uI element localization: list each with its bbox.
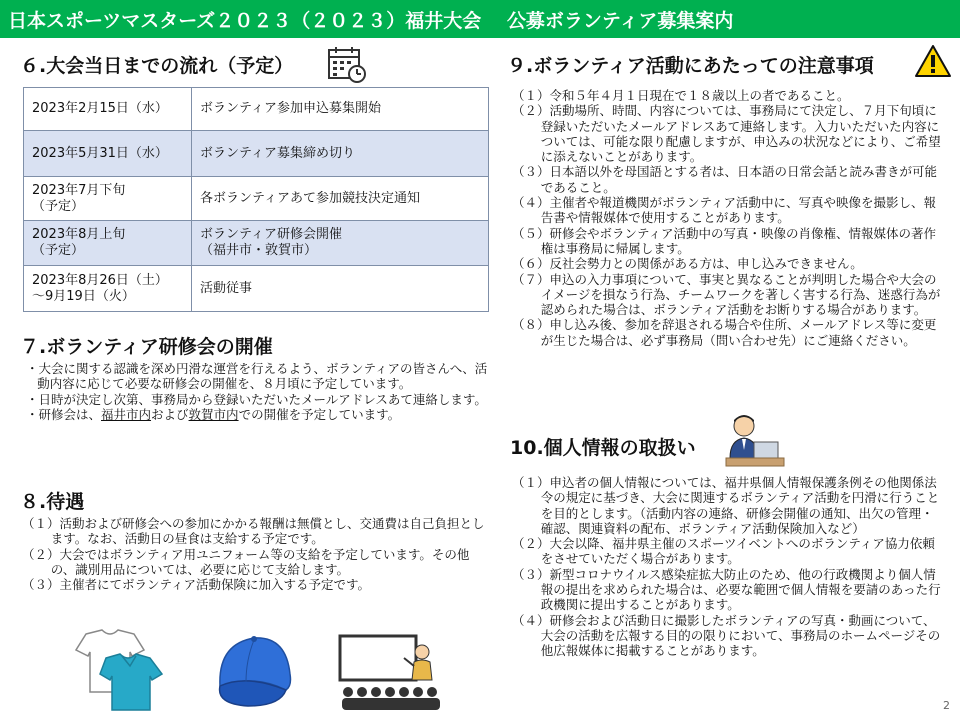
schedule-date: 2023年8月26日（土） ～9月19日（火） [24, 266, 192, 312]
schedule-event: ボランティア参加申込募集開始 [192, 88, 489, 131]
section10-title: 10.個人情報の取扱い [510, 437, 696, 459]
list-item: （８）申し込み後、参加を辞退される場合や住所、メールアドレス等に変更が生じた場合は、必ず事務局（問い合わせ先）にご連絡ください。 [512, 317, 937, 348]
section9-body [512, 88, 944, 348]
list-item: （３）主催者にてボランティア活動保険に加入する予定です。 [22, 577, 371, 593]
list-item: （４）研修会および活動日に撮影したボランティアの写真・動画について、大会の活動を広報する目的の限りにおいて、事務局のホームページその他広報媒体に掲載することがあります。 [512, 612, 941, 659]
section9-title: ９.ボランティア活動にあたっての注意事項 [507, 55, 874, 77]
person-at-laptop-icon [724, 412, 786, 468]
schedule-event: 活動従事 [192, 266, 489, 312]
calendar-clock-icon [326, 45, 368, 85]
schedule-date: 2023年5月31日（水） [24, 131, 192, 177]
page-title: 日本スポーツマスターズ２０２３（２０２３）福井大会 公募ボランティア募集案内 [8, 10, 734, 32]
cap-icon [206, 630, 304, 710]
list-item [26, 407, 488, 422]
section8-title: ８.待遇 [20, 491, 85, 513]
table-row [24, 131, 489, 177]
table-row [24, 177, 489, 221]
list-item-text: および [151, 406, 189, 422]
table-row [24, 88, 489, 131]
section7-body [26, 361, 488, 422]
list-item: ・日時が決定し次第、事務局から登録いただいたメールアドレスあて連絡します。 [26, 391, 487, 407]
header-bar [0, 0, 960, 38]
section8-body [22, 516, 490, 592]
schedule-date: 2023年2月15日（水） [24, 88, 192, 131]
list-item-text: での開催を予定しています。 [238, 406, 401, 422]
section7-title: ７.ボランティア研修会の開催 [20, 336, 273, 358]
list-item: （４）主催者や報道機関がボランティア活動中に、写真や映像を撮影し、報告書や情報媒体で使用することがあります。 [512, 195, 937, 226]
list-item: （１）活動および研修会への参加にかかる報酬は無償とし、交通費は自己負担とします。なお、活動日の昼食は支給する予定です。 [22, 516, 485, 547]
list-item: （３）日本語以外を母国語とする者は、日本語の日常会話と読み書きが可能であること。 [512, 164, 938, 195]
list-item: （１）令和５年４月１日現在で１８歳以上の者であること。 [512, 88, 850, 103]
venue-fukui: 福井市内 [101, 406, 152, 422]
schedule-date: 2023年8月上旬 （予定） [24, 221, 192, 266]
list-item: （５）研修会やボランティア活動中の写真・映像の肖像権、情報媒体の著作権は事務局に帰属します。 [512, 225, 937, 256]
schedule-event: ボランティア研修会開催 （福井市・敦賀市） [192, 221, 489, 266]
list-item: （２）大会ではボランティア用ユニフォーム等の支給を予定しています。その他の、識別用品については、必要に応じて支給します。 [22, 546, 470, 577]
venue-tsuruga: 敦賀市内 [188, 406, 239, 422]
list-item: （２）活動場所、時間、内容については、事務局にて決定し、７月下旬頃に登録いただいたメールアドレスあて連絡します。入力いただいた内容については、可能な限り配慮しますが、申込みの状況などにより、ご希望に添えないことがあります。 [512, 103, 941, 165]
page-number: 2 [943, 699, 950, 712]
schedule-event: 各ボランティアあて参加競技決定通知 [192, 177, 489, 221]
schedule-date: 2023年7月下旬 （予定） [24, 177, 192, 221]
schedule-event: ボランティア募集締め切り [192, 131, 489, 177]
seminar-icon [336, 632, 446, 712]
schedule-table [23, 87, 489, 312]
section6-title: ６.大会当日までの流れ（予定） [20, 55, 294, 77]
list-item: （２）大会以降、福井県主催のスポーツイベントへのボランティア協力依頼をさせていただく場合があります。 [512, 536, 935, 567]
list-item-text: ・研修会は、 [26, 406, 102, 422]
table-row [24, 221, 489, 266]
table-row [24, 266, 489, 312]
shirts-icon [72, 628, 168, 712]
list-item: （６）反社会勢力との関係がある方は、申し込みできません。 [512, 256, 863, 272]
list-item: ・大会に関する認識を深め円滑な運営を行えるよう、ボランティアの皆さんへ、活動内容に応じて必要な研修会の開催を、８月頃に予定しています。 [26, 361, 488, 392]
list-item: （１）申込者の個人情報については、福井県個人情報保護条例その他関係法令の規定に基づき、大会に関連するボランティア活動を円滑に行うことを目的とします。（活動内容の連絡、研修会開催の通知、出欠の管理・確認、関連資料の配布、ボランティア活動保険加入など） [512, 475, 940, 536]
section10-body [512, 475, 944, 659]
list-item: （３）新型コロナウイルス感染症拡大防止のため、他の行政機関より個人情報の提出を求められた場合は、必要な範囲で個人情報を要請のあった行政機関に提出することがあります。 [512, 566, 941, 613]
list-item: （７）申込の入力事項について、事実と異なることが判明した場合や大会のイメージを損なう行為、チームワークを著しく害する行為、迷惑行為が認められた場合は、ボランティア活動をお断りする場合があります。 [512, 271, 941, 318]
warning-icon [914, 44, 952, 78]
